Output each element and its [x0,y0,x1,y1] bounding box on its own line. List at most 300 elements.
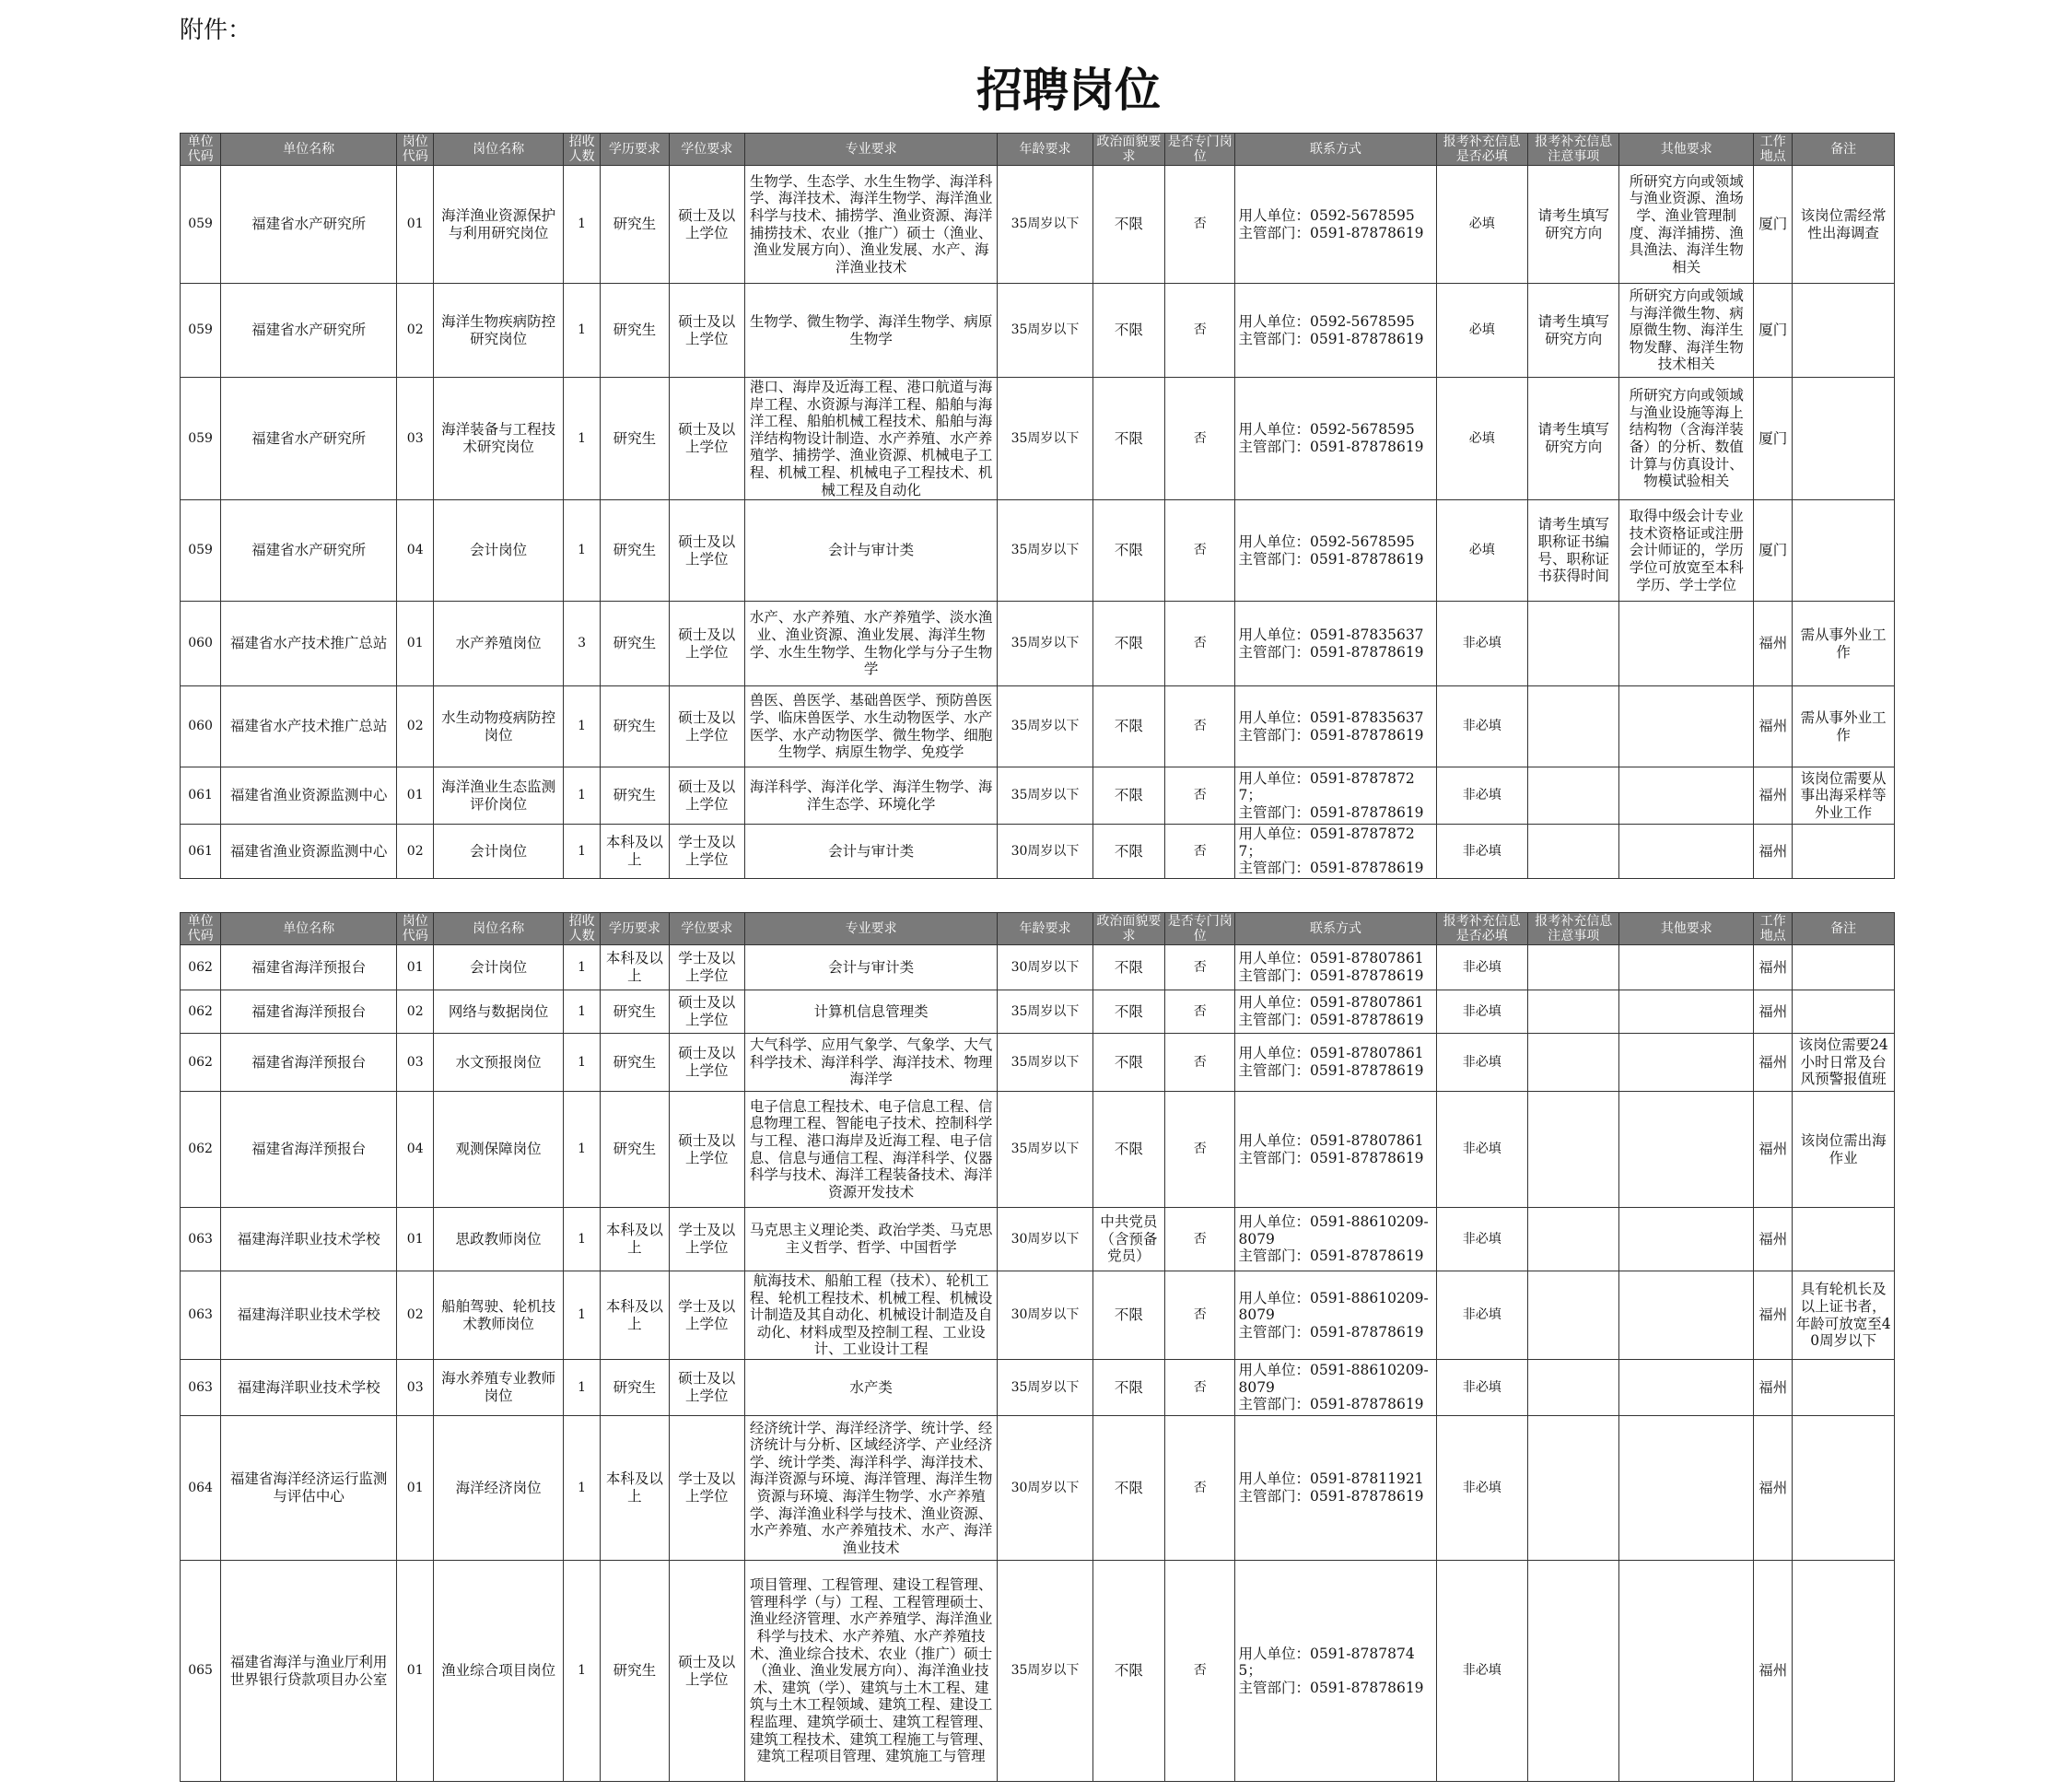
post-name: 会计岗位 [434,945,564,990]
education: 研究生 [601,602,669,686]
supplement-required: 非必填 [1436,1034,1527,1092]
post-code: 01 [397,1416,434,1561]
degree: 硕士及以上学位 [669,500,744,602]
political-status: 不限 [1092,1092,1164,1208]
work-location: 福州 [1754,1034,1793,1092]
unit-code: 064 [181,1416,221,1561]
supplement-note: 请考生填写研究方向 [1527,284,1618,378]
education: 研究生 [601,1360,669,1416]
remark [1793,990,1895,1034]
political-status: 不限 [1092,602,1164,686]
other-requirement [1619,767,1754,825]
major-requirement: 水产、水产养殖、水产养殖学、淡水渔业、渔业资源、渔业发展、海洋生物学、水生生物学、生物化学与分子生物学 [744,602,997,686]
supplement-required: 非必填 [1436,990,1527,1034]
post-code: 02 [397,825,434,879]
work-location: 福州 [1754,1092,1793,1208]
remark [1793,1561,1895,1782]
major-requirement: 生物学、微生物学、海洋生物学、病原生物学 [744,284,997,378]
degree: 硕士及以上学位 [669,602,744,686]
recruitment-table-2 [180,912,1895,1782]
unit-name: 福建省海洋预报台 [221,945,397,990]
column-header: 政治面貌要求 [1092,913,1164,945]
supplement-required: 非必填 [1436,1360,1527,1416]
contact-info: 用人单位：0591-87807861 主管部门：0591-87878619 [1235,1092,1436,1208]
column-header: 报考补充信息注意事项 [1527,913,1618,945]
page-title: 招聘岗位 [976,63,1161,117]
recruitment-table-1 [180,133,1895,879]
post-code: 01 [397,1561,434,1782]
column-header: 备注 [1793,913,1895,945]
major-requirement: 海洋科学、海洋化学、海洋生物学、海洋生态学、环境化学 [744,767,997,825]
supplement-note: 请考生填写职称证书编号、职称证书获得时间 [1527,500,1618,602]
remark [1793,378,1895,500]
supplement-required: 必填 [1436,378,1527,500]
remark: 需从事外业工作 [1793,602,1895,686]
post-name: 海洋渔业生态监测评价岗位 [434,767,564,825]
column-header: 单位代码 [181,134,221,166]
post-name: 渔业综合项目岗位 [434,1561,564,1782]
table-row [181,1034,1895,1092]
column-header: 报考补充信息是否必填 [1436,134,1527,166]
unit-code: 060 [181,602,221,686]
work-location: 福州 [1754,990,1793,1034]
headcount: 1 [563,825,600,879]
special-post: 否 [1165,284,1235,378]
supplement-note [1527,767,1618,825]
unit-code: 059 [181,500,221,602]
other-requirement [1619,602,1754,686]
headcount: 1 [563,1416,600,1561]
post-code: 04 [397,500,434,602]
age-requirement: 35周岁以下 [998,378,1093,500]
table-row [181,1416,1895,1561]
column-header: 招收人数 [563,134,600,166]
work-location: 厦门 [1754,500,1793,602]
work-location: 厦门 [1754,284,1793,378]
age-requirement: 35周岁以下 [998,1360,1093,1416]
post-name: 会计岗位 [434,500,564,602]
political-status: 不限 [1092,767,1164,825]
unit-name: 福建海洋职业技术学校 [221,1271,397,1360]
political-status: 不限 [1092,686,1164,767]
post-code: 02 [397,990,434,1034]
degree: 硕士及以上学位 [669,284,744,378]
political-status: 不限 [1092,166,1164,284]
other-requirement [1619,1561,1754,1782]
column-header: 岗位名称 [434,134,564,166]
contact-info: 用人单位：0591-87807861 主管部门：0591-87878619 [1235,990,1436,1034]
education: 研究生 [601,767,669,825]
column-header: 备注 [1793,134,1895,166]
degree: 硕士及以上学位 [669,990,744,1034]
major-requirement: 经济统计学、海洋经济学、统计学、经济统计与分析、区域经济学、产业经济学、统计学类、海洋科学、海洋技术、海洋资源与环境、海洋管理、海洋生物资源与环境、海洋生物学、水产养殖学、海洋渔业科学与技术、渔业资源、水产养殖、水产养殖技术、水产、海洋渔业技术 [744,1416,997,1561]
special-post: 否 [1165,767,1235,825]
other-requirement: 所研究方向或领域与海洋微生物、病原微生物、海洋生物发酵、海洋生物技术相关 [1619,284,1754,378]
remark: 该岗位需出海作业 [1793,1092,1895,1208]
contact-info: 用人单位：0592-5678595 主管部门：0591-87878619 [1235,166,1436,284]
unit-name: 福建省海洋预报台 [221,1034,397,1092]
work-location: 福州 [1754,686,1793,767]
education: 研究生 [601,1092,669,1208]
post-name: 海洋装备与工程技术研究岗位 [434,378,564,500]
remark [1793,825,1895,879]
special-post: 否 [1165,1034,1235,1092]
other-requirement [1619,1034,1754,1092]
education: 本科及以上 [601,1208,669,1271]
column-header: 学位要求 [669,134,744,166]
remark: 具有轮机长及以上证书者，年龄可放宽至40周岁以下 [1793,1271,1895,1360]
supplement-note: 请考生填写研究方向 [1527,378,1618,500]
post-name: 水文预报岗位 [434,1034,564,1092]
age-requirement: 30周岁以下 [998,825,1093,879]
education: 研究生 [601,990,669,1034]
special-post: 否 [1165,1271,1235,1360]
contact-info: 用人单位：0591-88610209-8079 主管部门：0591-87878619 [1235,1271,1436,1360]
supplement-required: 非必填 [1436,1561,1527,1782]
column-header: 学历要求 [601,913,669,945]
table-row [181,1092,1895,1208]
table-header [181,134,1895,166]
post-name: 水生动物疫病防控岗位 [434,686,564,767]
table-row [181,1360,1895,1416]
education: 研究生 [601,378,669,500]
supplement-note [1527,1092,1618,1208]
supplement-required: 非必填 [1436,945,1527,990]
post-code: 01 [397,767,434,825]
unit-name: 福建省水产技术推广总站 [221,686,397,767]
table-row [181,1271,1895,1360]
unit-name: 福建省渔业资源监测中心 [221,767,397,825]
special-post: 否 [1165,1092,1235,1208]
contact-info: 用人单位：0592-5678595 主管部门：0591-87878619 [1235,378,1436,500]
unit-code: 063 [181,1271,221,1360]
age-requirement: 35周岁以下 [998,500,1093,602]
age-requirement: 35周岁以下 [998,166,1093,284]
major-requirement: 计算机信息管理类 [744,990,997,1034]
supplement-required: 非必填 [1436,602,1527,686]
unit-name: 福建省海洋预报台 [221,990,397,1034]
degree: 硕士及以上学位 [669,378,744,500]
column-header: 是否专门岗位 [1165,134,1235,166]
political-status: 不限 [1092,500,1164,602]
post-name: 思政教师岗位 [434,1208,564,1271]
age-requirement: 35周岁以下 [998,284,1093,378]
political-status: 不限 [1092,825,1164,879]
post-name: 船舶驾驶、轮机技术教师岗位 [434,1271,564,1360]
column-header: 岗位代码 [397,134,434,166]
column-header: 单位代码 [181,913,221,945]
other-requirement [1619,825,1754,879]
special-post: 否 [1165,1208,1235,1271]
supplement-note [1527,1360,1618,1416]
political-status: 不限 [1092,1416,1164,1561]
political-status: 不限 [1092,378,1164,500]
table-header [181,913,1895,945]
supplement-required: 非必填 [1436,686,1527,767]
other-requirement [1619,1092,1754,1208]
major-requirement: 航海技术、船舶工程（技术）、轮机工程、轮机工程技术、机械工程、机械设计制造及其自动化、机械设计制造及自动化、材料成型及控制工程、工业设计、工业设计工程 [744,1271,997,1360]
education: 研究生 [601,166,669,284]
other-requirement [1619,990,1754,1034]
supplement-note [1527,1034,1618,1092]
table-row [181,767,1895,825]
post-name: 海洋经济岗位 [434,1416,564,1561]
table-row [181,686,1895,767]
headcount: 1 [563,166,600,284]
column-header: 招收人数 [563,913,600,945]
other-requirement [1619,1271,1754,1360]
table-row [181,602,1895,686]
unit-code: 065 [181,1561,221,1782]
unit-name: 福建省渔业资源监测中心 [221,825,397,879]
other-requirement [1619,1360,1754,1416]
special-post: 否 [1165,378,1235,500]
age-requirement: 30周岁以下 [998,945,1093,990]
degree: 硕士及以上学位 [669,1561,744,1782]
post-code: 02 [397,284,434,378]
unit-code: 060 [181,686,221,767]
work-location: 福州 [1754,825,1793,879]
post-code: 01 [397,1208,434,1271]
column-header: 单位名称 [221,134,397,166]
work-location: 福州 [1754,1271,1793,1360]
major-requirement: 生物学、生态学、水生生物学、海洋科学、海洋技术、海洋生物学、海洋渔业科学与技术、捕捞学、渔业资源、海洋捕捞技术、农业（推广）硕士（渔业、渔业发展方向）、渔业发展、水产、海洋渔业技术 [744,166,997,284]
post-code: 02 [397,1271,434,1360]
special-post: 否 [1165,990,1235,1034]
unit-code: 059 [181,284,221,378]
education: 研究生 [601,500,669,602]
headcount: 1 [563,1561,600,1782]
unit-name: 福建海洋职业技术学校 [221,1208,397,1271]
supplement-note [1527,945,1618,990]
degree: 硕士及以上学位 [669,767,744,825]
work-location: 福州 [1754,1416,1793,1561]
post-name: 海洋生物疾病防控研究岗位 [434,284,564,378]
headcount: 1 [563,378,600,500]
supplement-note [1527,1271,1618,1360]
post-code: 01 [397,945,434,990]
major-requirement: 兽医、兽医学、基础兽医学、预防兽医学、临床兽医学、水生动物医学、水产医学、水产动物医学、微生物学、细胞生物学、病原生物学、免疫学 [744,686,997,767]
post-code: 01 [397,166,434,284]
column-header: 专业要求 [744,134,997,166]
political-status: 不限 [1092,990,1164,1034]
supplement-required: 必填 [1436,284,1527,378]
education: 研究生 [601,1561,669,1782]
unit-name: 福建省海洋与渔业厅利用世界银行贷款项目办公室 [221,1561,397,1782]
supplement-required: 非必填 [1436,1271,1527,1360]
post-name: 会计岗位 [434,825,564,879]
post-name: 观测保障岗位 [434,1092,564,1208]
column-header: 年龄要求 [998,913,1093,945]
unit-code: 063 [181,1360,221,1416]
other-requirement [1619,686,1754,767]
remark: 该岗位需要从事出海采样等外业工作 [1793,767,1895,825]
major-requirement: 会计与审计类 [744,945,997,990]
degree: 学士及以上学位 [669,1208,744,1271]
other-requirement: 所研究方向或领域与渔业设施等海上结构物（含海洋装备）的分析、数值计算与仿真设计、物模试验相关 [1619,378,1754,500]
contact-info: 用人单位：0591-87835637主管部门：0591-87878619 [1235,602,1436,686]
remark: 需从事外业工作 [1793,686,1895,767]
headcount: 1 [563,284,600,378]
headcount: 1 [563,500,600,602]
table-row [181,990,1895,1034]
work-location: 厦门 [1754,166,1793,284]
column-header: 报考补充信息是否必填 [1436,913,1527,945]
other-requirement [1619,1208,1754,1271]
table-row [181,945,1895,990]
remark [1793,1360,1895,1416]
contact-info: 用人单位：0591-87807861 主管部门：0591-87878619 [1235,1034,1436,1092]
political-status: 不限 [1092,1034,1164,1092]
unit-name: 福建省海洋经济运行监测与评估中心 [221,1416,397,1561]
major-requirement: 会计与审计类 [744,825,997,879]
unit-name: 福建省水产技术推广总站 [221,602,397,686]
remark: 该岗位需经常性出海调查 [1793,166,1895,284]
supplement-note [1527,1416,1618,1561]
post-name: 海洋渔业资源保护与利用研究岗位 [434,166,564,284]
special-post: 否 [1165,686,1235,767]
supplement-required: 必填 [1436,166,1527,284]
work-location: 厦门 [1754,378,1793,500]
column-header: 是否专门岗位 [1165,913,1235,945]
major-requirement: 会计与审计类 [744,500,997,602]
work-location: 福州 [1754,1208,1793,1271]
supplement-note [1527,1208,1618,1271]
work-location: 福州 [1754,602,1793,686]
supplement-required: 非必填 [1436,767,1527,825]
work-location: 福州 [1754,767,1793,825]
column-header: 专业要求 [744,913,997,945]
table-row [181,1208,1895,1271]
major-requirement: 马克思主义理论类、政治学类、马克思主义哲学、哲学、中国哲学 [744,1208,997,1271]
post-code: 01 [397,602,434,686]
other-requirement [1619,1416,1754,1561]
table-row [181,284,1895,378]
age-requirement: 35周岁以下 [998,1561,1093,1782]
degree: 硕士及以上学位 [669,1360,744,1416]
other-requirement: 取得中级会计专业技术资格证或注册会计师证的，学历学位可放宽至本科学历、学士学位 [1619,500,1754,602]
remark [1793,1416,1895,1561]
post-code: 03 [397,1360,434,1416]
unit-code: 061 [181,767,221,825]
column-header: 岗位代码 [397,913,434,945]
special-post: 否 [1165,602,1235,686]
headcount: 1 [563,1360,600,1416]
unit-name: 福建省水产研究所 [221,166,397,284]
age-requirement: 35周岁以下 [998,1034,1093,1092]
work-location: 福州 [1754,1360,1793,1416]
degree: 硕士及以上学位 [669,166,744,284]
political-status: 不限 [1092,1561,1164,1782]
special-post: 否 [1165,1416,1235,1561]
column-header: 学历要求 [601,134,669,166]
major-requirement: 大气科学、应用气象学、气象学、大气科学技术、海洋科学、海洋技术、物理海洋学 [744,1034,997,1092]
special-post: 否 [1165,825,1235,879]
headcount: 1 [563,1271,600,1360]
age-requirement: 35周岁以下 [998,990,1093,1034]
unit-code: 063 [181,1208,221,1271]
remark [1793,500,1895,602]
unit-code: 059 [181,378,221,500]
headcount: 1 [563,945,600,990]
unit-name: 福建省海洋预报台 [221,1092,397,1208]
unit-code: 062 [181,1034,221,1092]
other-requirement: 所研究方向或领域与渔业资源、渔场学、渔业管理制度、海洋捕捞、渔具渔法、海洋生物相关 [1619,166,1754,284]
attachment-label: 附件： [180,17,252,44]
column-header: 岗位名称 [434,913,564,945]
education: 本科及以上 [601,1416,669,1561]
column-header: 其他要求 [1619,134,1754,166]
political-status: 中共党员（含预备党员） [1092,1208,1164,1271]
supplement-required: 非必填 [1436,825,1527,879]
age-requirement: 35周岁以下 [998,767,1093,825]
political-status: 不限 [1092,1271,1164,1360]
remark [1793,1208,1895,1271]
contact-info: 用人单位：0592-5678595 主管部门：0591-87878619 [1235,500,1436,602]
unit-code: 062 [181,1092,221,1208]
unit-name: 福建省水产研究所 [221,378,397,500]
contact-info: 用人单位：0591-87807861 主管部门：0591-87878619 [1235,945,1436,990]
age-requirement: 30周岁以下 [998,1271,1093,1360]
education: 研究生 [601,1034,669,1092]
supplement-note [1527,825,1618,879]
contact-info: 用人单位：0591-87811921 主管部门：0591-87878619 [1235,1416,1436,1561]
unit-name: 福建海洋职业技术学校 [221,1360,397,1416]
degree: 学士及以上学位 [669,825,744,879]
post-name: 海水养殖专业教师岗位 [434,1360,564,1416]
supplement-note [1527,990,1618,1034]
contact-info: 用人单位：0591-87878727； 主管部门：0591-87878619 [1235,767,1436,825]
headcount: 1 [563,1208,600,1271]
unit-code: 059 [181,166,221,284]
major-requirement: 项目管理、工程管理、建设工程管理、管理科学（与）工程、工程管理硕士、渔业经济管理、水产养殖学、海洋渔业科学与技术、水产养殖、水产养殖技术、渔业综合技术、农业（推广）硕士（渔业、渔业发展方向）、海洋渔业技术、建筑（学）、建筑与土木工程、建筑与土木工程领域、建筑工程、建设工程监理、建筑学硕士、建筑工程管理、建筑工程技术、建筑工程施工与管理、建筑工程项目管理、建筑施工与管理 [744,1561,997,1782]
supplement-required: 非必填 [1436,1208,1527,1271]
supplement-note [1527,686,1618,767]
degree: 学士及以上学位 [669,1416,744,1561]
political-status: 不限 [1092,1360,1164,1416]
post-code: 03 [397,1034,434,1092]
work-location: 福州 [1754,945,1793,990]
political-status: 不限 [1092,945,1164,990]
age-requirement: 35周岁以下 [998,602,1093,686]
post-code: 04 [397,1092,434,1208]
column-header: 工作地点 [1754,134,1793,166]
column-header: 政治面貌要求 [1092,134,1164,166]
degree: 学士及以上学位 [669,1271,744,1360]
contact-info: 用人单位：0592-5678595 主管部门：0591-87878619 [1235,284,1436,378]
table-row [181,1561,1895,1782]
column-header: 其他要求 [1619,913,1754,945]
supplement-required: 必填 [1436,500,1527,602]
column-header: 报考补充信息注意事项 [1527,134,1618,166]
unit-code: 061 [181,825,221,879]
education: 本科及以上 [601,945,669,990]
column-header: 单位名称 [221,913,397,945]
unit-name: 福建省水产研究所 [221,284,397,378]
age-requirement: 30周岁以下 [998,1416,1093,1561]
remark: 该岗位需要24小时日常及台风预警报值班 [1793,1034,1895,1092]
supplement-note [1527,1561,1618,1782]
table-row [181,500,1895,602]
remark [1793,945,1895,990]
column-header: 学位要求 [669,913,744,945]
unit-code: 062 [181,990,221,1034]
table-row [181,166,1895,284]
major-requirement: 港口、海岸及近海工程、港口航道与海岸工程、水资源与海洋工程、船舶与海洋工程、船舶机械工程技术、船舶与海洋结构物设计制造、水产养殖、水产养殖学、捕捞学、渔业资源、机械电子工程、机械工程、机械电子工程技术、机械工程及自动化 [744,378,997,500]
contact-info: 用人单位：0591-87878727； 主管部门：0591-87878619 [1235,825,1436,879]
age-requirement: 35周岁以下 [998,686,1093,767]
remark [1793,284,1895,378]
